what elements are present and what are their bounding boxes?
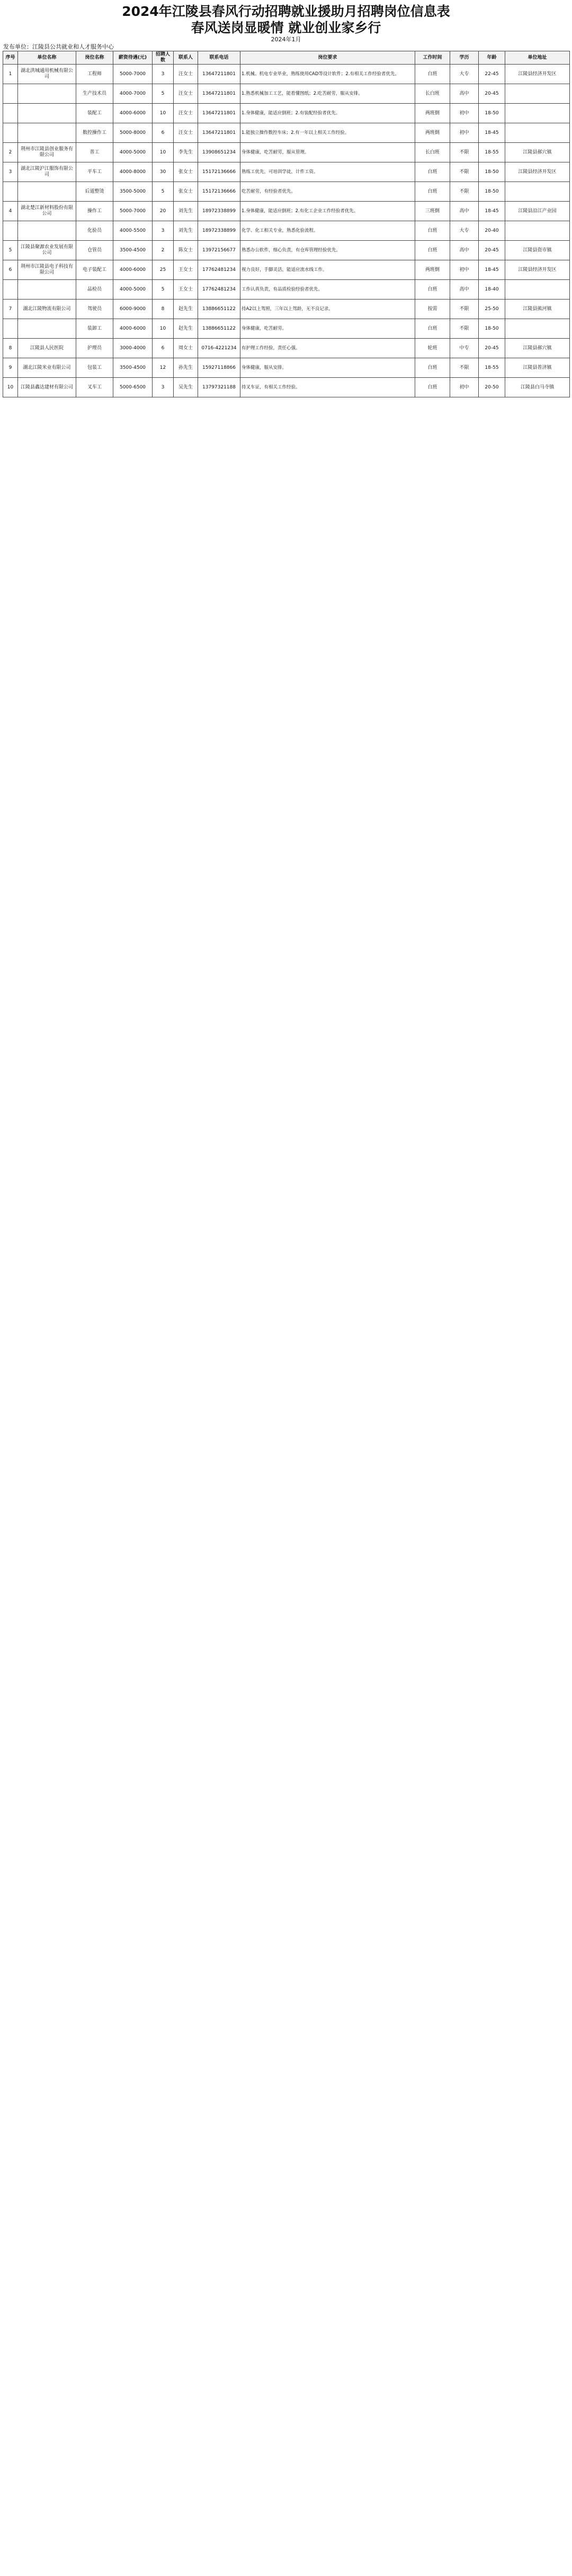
column-header: 年龄: [479, 51, 505, 65]
cell-req: 有护理工作经验，责任心强。: [240, 339, 415, 358]
cell-no: 1: [3, 65, 18, 84]
cell-time: 两班倒: [415, 123, 450, 143]
cell-age: 18-50: [479, 104, 505, 123]
cell-addr: 江陵县经济开发区: [505, 260, 570, 280]
cell-job: 生产技术员: [76, 84, 113, 104]
cell-count: 3: [153, 378, 174, 397]
column-header: 薪资待遇(元): [113, 51, 153, 65]
column-header: 单位名称: [18, 51, 76, 65]
cell-count: 10: [153, 143, 174, 162]
cell-req: 身体健康，吃苦耐劳，服从管理。: [240, 143, 415, 162]
cell-edu: 初中: [450, 123, 479, 143]
cell-time: 白班: [415, 182, 450, 202]
cell-phone: 13647211801: [198, 84, 240, 104]
cell-age: 18-50: [479, 162, 505, 182]
cell-job: 普工: [76, 143, 113, 162]
column-header: 工作时间: [415, 51, 450, 65]
cell-company: [18, 319, 76, 339]
cell-count: 20: [153, 202, 174, 221]
cell-phone: 13908651234: [198, 143, 240, 162]
cell-edu: 不限: [450, 300, 479, 319]
cell-contact: 刘先生: [174, 221, 198, 241]
cell-no: 2: [3, 143, 18, 162]
cell-no: 6: [3, 260, 18, 280]
cell-time: 两班倒: [415, 104, 450, 123]
cell-addr: [505, 280, 570, 300]
cell-phone: 13886651122: [198, 319, 240, 339]
cell-contact: 王女士: [174, 260, 198, 280]
cell-no: [3, 123, 18, 143]
table-row: [3, 339, 570, 358]
cell-no: 5: [3, 241, 18, 260]
cell-salary: 4000-6000: [113, 104, 153, 123]
cell-edu: 初中: [450, 260, 479, 280]
cell-job: 数控操作工: [76, 123, 113, 143]
table-row: [3, 221, 570, 241]
cell-edu: 高中: [450, 280, 479, 300]
cell-count: 5: [153, 182, 174, 202]
column-header: 联系人: [174, 51, 198, 65]
cell-job: 品检员: [76, 280, 113, 300]
cell-company: 江陵县聚源农业发展有限公司: [18, 241, 76, 260]
cell-phone: 17762481234: [198, 280, 240, 300]
cell-addr: 江陵县郝穴镇: [505, 143, 570, 162]
cell-company: 江陵县鑫达建材有限公司: [18, 378, 76, 397]
issuer: 发布单位：江陵县公共就业和人才服务中心: [3, 43, 114, 50]
table-row: [3, 182, 570, 202]
cell-age: 18-45: [479, 202, 505, 221]
cell-req: 1.熟悉机械加工工艺，能看懂图纸；2.吃苦耐劳，服从安排。: [240, 84, 415, 104]
cell-age: 20-45: [479, 84, 505, 104]
cell-company: 湖北江陵米业有限公司: [18, 358, 76, 378]
cell-addr: [505, 182, 570, 202]
cell-phone: 13647211801: [198, 123, 240, 143]
cell-time: 长白班: [415, 84, 450, 104]
table-row: [3, 123, 570, 143]
cell-age: 22-45: [479, 65, 505, 84]
cell-age: 18-50: [479, 182, 505, 202]
cell-job: 工程师: [76, 65, 113, 84]
cell-req: 熟练工优先，可培训学徒，计件工资。: [240, 162, 415, 182]
cell-contact: 汪女士: [174, 84, 198, 104]
cell-edu: 不限: [450, 182, 479, 202]
cell-salary: 4000-6000: [113, 260, 153, 280]
cell-time: 白班: [415, 65, 450, 84]
cell-edu: 不限: [450, 143, 479, 162]
cell-contact: 周女士: [174, 339, 198, 358]
cell-time: 白班: [415, 241, 450, 260]
cell-salary: 4000-5500: [113, 221, 153, 241]
cell-addr: 江陵县沿江产业园: [505, 202, 570, 221]
cell-company: [18, 280, 76, 300]
cell-no: [3, 280, 18, 300]
cell-contact: 汪女士: [174, 123, 198, 143]
cell-phone: 17762481234: [198, 260, 240, 280]
cell-job: 电子装配工: [76, 260, 113, 280]
cell-no: [3, 84, 18, 104]
cell-addr: 江陵县郝穴镇: [505, 339, 570, 358]
cell-phone: 0716-4221234: [198, 339, 240, 358]
cell-req: 化学、化工相关专业，熟悉化验流程。: [240, 221, 415, 241]
cell-contact: 汪女士: [174, 104, 198, 123]
cell-addr: [505, 221, 570, 241]
cell-time: 长白班: [415, 143, 450, 162]
cell-req: 1.身体健康，能适应倒班；2.有装配经验者优先。: [240, 104, 415, 123]
cell-count: 3: [153, 221, 174, 241]
cell-job: 护理员: [76, 339, 113, 358]
cell-count: 6: [153, 123, 174, 143]
table-row: [3, 143, 570, 162]
cell-req: 视力良好，手脚灵活，能适应流水线工作。: [240, 260, 415, 280]
cell-phone: 13647211801: [198, 104, 240, 123]
column-header: 联系电话: [198, 51, 240, 65]
cell-edu: 不限: [450, 162, 479, 182]
cell-contact: 张女士: [174, 162, 198, 182]
cell-edu: 初中: [450, 378, 479, 397]
cell-company: [18, 104, 76, 123]
cell-phone: 13972156677: [198, 241, 240, 260]
cell-job: 装配工: [76, 104, 113, 123]
table-row: [3, 319, 570, 339]
cell-phone: 13797321188: [198, 378, 240, 397]
cell-company: 湖北洪城通用机械有限公司: [18, 65, 76, 84]
cell-addr: [505, 84, 570, 104]
cell-edu: 高中: [450, 84, 479, 104]
cell-req: 身体健康，吃苦耐劳。: [240, 319, 415, 339]
table-row: [3, 280, 570, 300]
cell-salary: 4000-8000: [113, 162, 153, 182]
cell-salary: 4000-5000: [113, 280, 153, 300]
cell-time: 三班倒: [415, 202, 450, 221]
table-row: [3, 260, 570, 280]
cell-age: 18-50: [479, 319, 505, 339]
cell-req: 1.机械、机电专业毕业，熟练使用CAD等设计软件；2.有相关工作经验者优先。: [240, 65, 415, 84]
cell-age: 18-45: [479, 260, 505, 280]
cell-no: [3, 319, 18, 339]
cell-count: 3: [153, 65, 174, 84]
cell-phone: 15927118866: [198, 358, 240, 378]
cell-job: 平车工: [76, 162, 113, 182]
cell-edu: 高中: [450, 202, 479, 221]
cell-addr: [505, 123, 570, 143]
table-row: [3, 84, 570, 104]
cell-company: [18, 84, 76, 104]
cell-no: [3, 182, 18, 202]
cell-count: 5: [153, 84, 174, 104]
cell-edu: 大专: [450, 221, 479, 241]
cell-age: 20-45: [479, 241, 505, 260]
cell-job: 化验员: [76, 221, 113, 241]
cell-count: 30: [153, 162, 174, 182]
cell-salary: 6000-9000: [113, 300, 153, 319]
cell-company: 江陵县人民医院: [18, 339, 76, 358]
cell-req: 工作认真负责，有品质检验经验者优先。: [240, 280, 415, 300]
cell-company: 荆州市江陵县电子科技有限公司: [18, 260, 76, 280]
cell-company: 湖北楚江新材料股份有限公司: [18, 202, 76, 221]
cell-addr: 江陵县资市镇: [505, 241, 570, 260]
cell-salary: 5000-7000: [113, 65, 153, 84]
cell-addr: 江陵县经济开发区: [505, 162, 570, 182]
cell-contact: 孙先生: [174, 358, 198, 378]
cell-salary: 3500-5000: [113, 182, 153, 202]
cell-no: 4: [3, 202, 18, 221]
cell-count: 12: [153, 358, 174, 378]
cell-job: 装卸工: [76, 319, 113, 339]
table-row: [3, 300, 570, 319]
cell-no: 10: [3, 378, 18, 397]
cell-company: 湖北江陵物流有限公司: [18, 300, 76, 319]
cell-req: 持叉车证，有相关工作经验。: [240, 378, 415, 397]
cell-company: 荆州市江陵县创业服务有限公司: [18, 143, 76, 162]
jobs-table: [3, 51, 570, 397]
cell-phone: 18972338899: [198, 221, 240, 241]
cell-count: 10: [153, 104, 174, 123]
cell-job: 仓管员: [76, 241, 113, 260]
cell-time: 白班: [415, 280, 450, 300]
cell-job: 包装工: [76, 358, 113, 378]
cell-addr: 江陵县经济开发区: [505, 65, 570, 84]
cell-edu: 不限: [450, 358, 479, 378]
cell-phone: 13647211801: [198, 65, 240, 84]
cell-addr: 江陵县普济镇: [505, 358, 570, 378]
cell-age: 18-40: [479, 280, 505, 300]
cell-salary: 4000-5000: [113, 143, 153, 162]
column-header: 招聘人数: [153, 51, 174, 65]
cell-contact: 吴先生: [174, 378, 198, 397]
cell-job: 后道整烫: [76, 182, 113, 202]
cell-salary: 3000-4000: [113, 339, 153, 358]
cell-job: 叉车工: [76, 378, 113, 397]
cell-time: 按需: [415, 300, 450, 319]
publish-date: 2024年1月: [271, 36, 301, 43]
cell-contact: 王女士: [174, 280, 198, 300]
cell-req: 熟悉办公软件，细心负责，有仓库管理经验优先。: [240, 241, 415, 260]
cell-no: [3, 221, 18, 241]
cell-job: 驾驶员: [76, 300, 113, 319]
cell-contact: 李先生: [174, 143, 198, 162]
cell-contact: 汪女士: [174, 65, 198, 84]
cell-no: 8: [3, 339, 18, 358]
cell-time: 白班: [415, 221, 450, 241]
cell-salary: 4000-6000: [113, 319, 153, 339]
cell-contact: 刘先生: [174, 202, 198, 221]
cell-req: 吃苦耐劳，有经验者优先。: [240, 182, 415, 202]
cell-addr: 江陵县白马寺镇: [505, 378, 570, 397]
cell-time: 白班: [415, 378, 450, 397]
cell-salary: 4000-7000: [113, 84, 153, 104]
cell-addr: [505, 319, 570, 339]
cell-req: 身体健康，服从安排。: [240, 358, 415, 378]
cell-count: 5: [153, 280, 174, 300]
cell-no: 3: [3, 162, 18, 182]
cell-age: 20-50: [479, 378, 505, 397]
cell-job: 操作工: [76, 202, 113, 221]
cell-edu: 大专: [450, 65, 479, 84]
cell-time: 白班: [415, 358, 450, 378]
cell-age: 20-40: [479, 221, 505, 241]
cell-company: 湖北江陵沪江服饰有限公司: [18, 162, 76, 182]
cell-salary: 5000-6500: [113, 378, 153, 397]
column-header: 序号: [3, 51, 18, 65]
cell-no: [3, 104, 18, 123]
page-title: 2024年江陵县春风行动招聘就业援助月招聘岗位信息表: [122, 4, 450, 19]
cell-company: [18, 221, 76, 241]
cell-contact: 陈女士: [174, 241, 198, 260]
cell-salary: 3500-4500: [113, 241, 153, 260]
cell-time: 白班: [415, 319, 450, 339]
cell-count: 8: [153, 300, 174, 319]
cell-age: 18-45: [479, 123, 505, 143]
cell-age: 18-55: [479, 143, 505, 162]
cell-salary: 5000-8000: [113, 123, 153, 143]
table-row: [3, 241, 570, 260]
column-header: 学历: [450, 51, 479, 65]
cell-count: 6: [153, 339, 174, 358]
cell-edu: 高中: [450, 241, 479, 260]
cell-req: 1.能独立操作数控车床；2.有一年以上相关工作经验。: [240, 123, 415, 143]
cell-req: 持A2以上驾照，三年以上驾龄，无不良记录。: [240, 300, 415, 319]
table-row: [3, 358, 570, 378]
cell-time: 白班: [415, 162, 450, 182]
cell-salary: 3500-4500: [113, 358, 153, 378]
title-block: [0, 0, 572, 43]
cell-time: 两班倒: [415, 260, 450, 280]
cell-count: 10: [153, 319, 174, 339]
cell-edu: 不限: [450, 319, 479, 339]
table-row: [3, 202, 570, 221]
table-header-row: [3, 51, 570, 65]
cell-contact: 赵先生: [174, 300, 198, 319]
cell-company: [18, 123, 76, 143]
cell-phone: 15172136666: [198, 182, 240, 202]
cell-time: 轮班: [415, 339, 450, 358]
cell-phone: 13886651122: [198, 300, 240, 319]
cell-age: 20-45: [479, 339, 505, 358]
column-header: 岗位名称: [76, 51, 113, 65]
cell-contact: 张女士: [174, 182, 198, 202]
cell-edu: 初中: [450, 104, 479, 123]
table-row: [3, 65, 570, 84]
column-header: 单位地址: [505, 51, 570, 65]
column-header: 岗位要求: [240, 51, 415, 65]
cell-phone: 15172136666: [198, 162, 240, 182]
cell-addr: 江陵县熊河镇: [505, 300, 570, 319]
cell-count: 25: [153, 260, 174, 280]
cell-company: [18, 182, 76, 202]
cell-age: 18-55: [479, 358, 505, 378]
cell-contact: 赵先生: [174, 319, 198, 339]
table-row: [3, 104, 570, 123]
cell-count: 2: [153, 241, 174, 260]
cell-edu: 中专: [450, 339, 479, 358]
table-body: [3, 65, 570, 397]
cell-age: 25-50: [479, 300, 505, 319]
page-subtitle: 春风送岗显暖情 就业创业家乡行: [191, 20, 381, 35]
cell-addr: [505, 104, 570, 123]
table-row: [3, 378, 570, 397]
cell-no: 7: [3, 300, 18, 319]
cell-no: 9: [3, 358, 18, 378]
cell-phone: 18972338899: [198, 202, 240, 221]
table-row: [3, 162, 570, 182]
cell-req: 1.身体健康，能适应倒班；2.有化工企业工作经验者优先。: [240, 202, 415, 221]
cell-salary: 5000-7000: [113, 202, 153, 221]
